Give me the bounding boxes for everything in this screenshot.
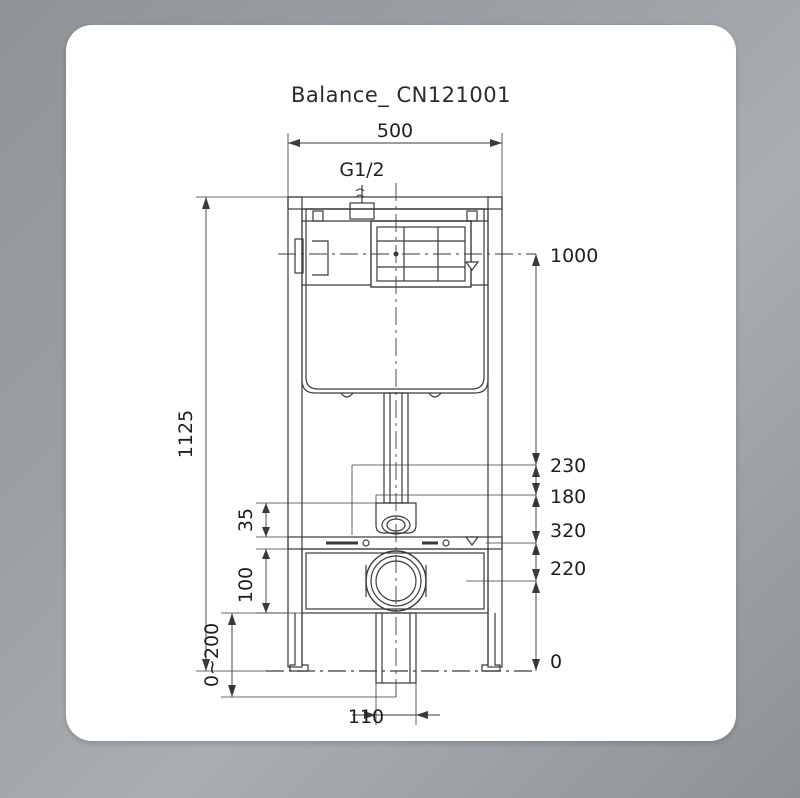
dim-label-500: 500 [376,120,414,142]
arrow-0200-top [228,613,236,625]
level-flag-mid [466,537,478,545]
fitting-top-right [467,211,477,221]
arrow-35-bottom [262,527,270,537]
arrow-230-down [532,465,540,477]
arrow-220-up [532,569,540,581]
arrow-0200-bottom [228,685,236,697]
arrow-230-up [532,453,540,465]
dim-label-1000: 1000 [550,245,599,267]
dim-label-220: 220 [550,558,587,580]
arrow-180-down [532,495,540,507]
center-mark [394,252,399,257]
water-inlet-squiggle [356,189,364,197]
frame-right-upright [488,197,502,667]
lower-housing [302,549,488,613]
dim-label-0-200: 0~200 [201,622,223,688]
dim-label-180: 180 [550,486,587,508]
cistern-body-inner [306,209,484,389]
flush-plate-opening-inner [377,227,465,281]
foot-right [482,613,500,671]
arrow-1125-top [202,197,210,209]
page-title: Balance_ CN121001 [291,83,511,107]
arrow-1000 [532,254,540,266]
dim-label-0: 0 [550,651,563,673]
dim-label-100: 100 [235,566,257,604]
cistern-body [302,209,488,393]
mid-rail-bolt-left [363,540,369,546]
fitting-top-left [313,211,323,221]
drawing-card [66,25,736,741]
mid-rail-bolt-right [443,540,449,546]
arrow-320-up [532,531,540,543]
technical-drawing [66,25,736,741]
arrow-220-down [532,581,540,593]
arrow-0-baseline [532,659,540,671]
frame-top-rail [288,197,502,209]
arrow-180-up [532,483,540,495]
foot-left [290,613,308,671]
arrow-100-bottom [262,603,270,613]
dim-label-1125: 1125 [175,409,197,459]
cistern-bracket-left [312,241,328,275]
arrow-500-right [490,139,502,147]
arrow-110-right [416,711,428,719]
water-inlet-box [350,203,374,219]
dim-label-320: 320 [550,520,587,542]
arrow-320-down [532,543,540,555]
arrow-500-left [288,139,300,147]
arrow-35-top [262,503,270,513]
dim-label-g12: G1/2 [339,159,385,181]
dim-label-230: 230 [550,455,587,477]
dim-label-35: 35 [235,507,257,533]
arrow-100-top [262,549,270,559]
dim-label-110: 110 [347,706,385,728]
level-flag-cistern [466,262,478,270]
